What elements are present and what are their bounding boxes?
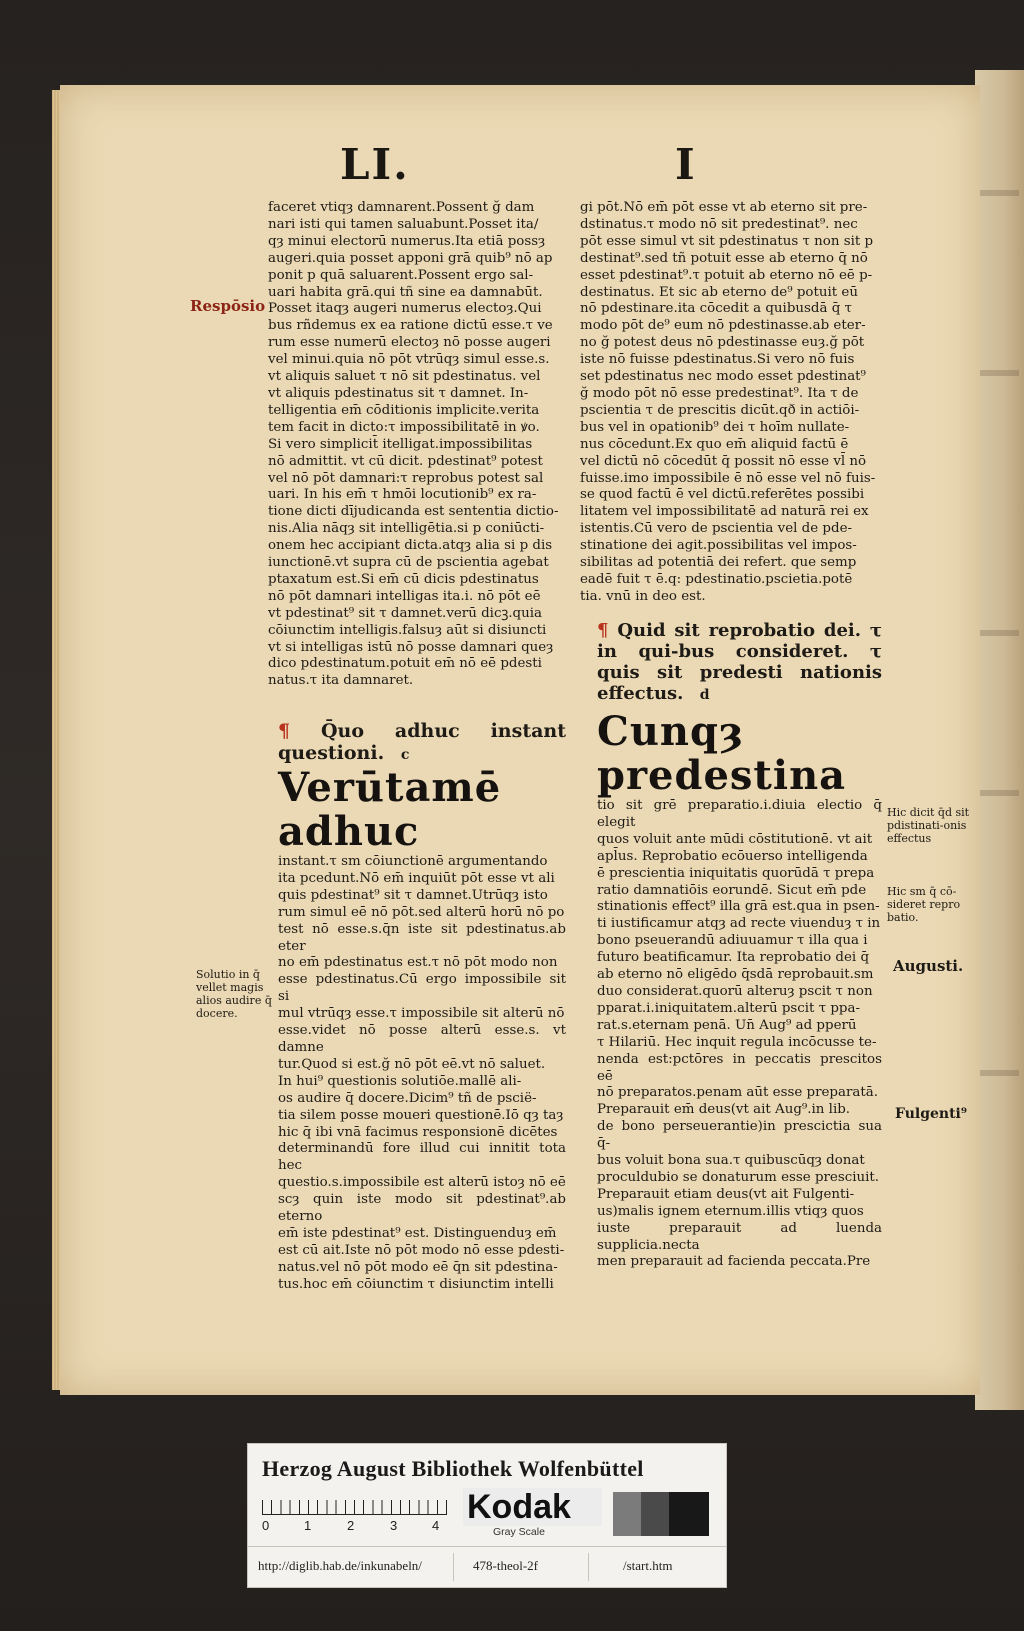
text-line: stinatione dei agit.possibilitas vel impos-: [580, 538, 857, 554]
text-line: pōt esse simul vt sit pdestinatus τ non sit p: [580, 233, 874, 249]
text-line: nus cōcedunt.Ex quo em̄ aliquid factū ē: [580, 436, 849, 452]
text-line: ita pcedunt.Nō em̄ inquiūt pōt esse vt ali: [278, 870, 555, 886]
margin-note-augustini: Augusti.: [893, 957, 964, 975]
gray-scale-label: Gray Scale: [493, 1526, 545, 1538]
text-line: destinat⁹.sed tñ potuit esse ab eterno q̄ nō: [580, 250, 868, 266]
folio-header-right: I: [675, 140, 695, 189]
text-line: em̄ iste pdestinat⁹ est. Distinguenduȝ em̄: [278, 1225, 557, 1241]
rubric-right: ¶ Quid sit reprobatio dei. τ in qui-bus consideret. τ quis sit predesti nationis effectus. d: [597, 620, 882, 704]
text-line: proculdubio se donaturum esse presciuit.: [597, 1169, 880, 1185]
right-lower-text: [597, 798, 882, 1271]
text-line: men preparauit ad facienda peccata.Pre: [597, 1254, 871, 1270]
text-line: iste nō fuisse pdestinatus.Si vero nō fuis: [580, 352, 855, 368]
right-column-lower: [597, 620, 882, 1271]
text-line: Preparauit em̄ deus(vt ait Aug⁹.in lib.: [597, 1102, 851, 1118]
text-line: dstinatus.τ modo nō sit predestinat⁹. nec: [580, 216, 858, 232]
text-line: ratio damnatiōis eorundē. Sicut em̄ pde: [597, 882, 867, 898]
text-line: vt aliquis pdestinatus sit τ damnet. In-: [268, 385, 529, 401]
text-line: esse pdestinatus.Cū ergo impossibile sit si: [278, 972, 566, 1005]
gray-swatch: [613, 1492, 641, 1536]
text-line: faceret vtiqȝ damnarent.Possent ğ dam: [268, 200, 535, 215]
big-initial-right: Cunqȝ predestina: [597, 708, 847, 799]
card-footer: [248, 1546, 726, 1587]
text-line: qȝ minui electorū numerus.Ita etiā possȝ: [268, 233, 546, 249]
text-line: onem hec accipiant dicta.atqȝ alia si p dis: [268, 538, 553, 554]
text-line: tus.hoc em̄ cōiunctim τ disiunctim intelli: [278, 1276, 554, 1292]
text-line: ti iustificamur atqȝ ad recte viuenduȝ τ in: [597, 916, 881, 932]
text-line: uari habita grā.qui tñ sine ea damnabūt.: [268, 284, 543, 300]
text-line: vt aliquis saluet τ nō sit pdestinatus. vel: [268, 369, 541, 385]
text-line: se quod factū ē vel dictū.referētes possibi: [580, 487, 865, 503]
text-line: iuste preparauit ad luenda supplicia.necta: [597, 1220, 882, 1253]
text-line: tio sit grē preparatio.i.diuia electio q̄ elegit: [597, 798, 882, 830]
text-line: ponit p quā saluarent.Possent ergo sal-: [268, 267, 534, 283]
text-line: apl̄us. Reprobatio ecōuerso intelligenda: [597, 848, 868, 864]
text-line: instant.τ sm cōiunctionē argumentando: [278, 854, 548, 869]
text-line: In hui⁹ questionis solutiōe.mallē ali-: [278, 1073, 522, 1089]
text-line: esset pdestinat⁹.τ potuit ab eterno nō eē p-: [580, 267, 873, 283]
text-line: set pdestinatus nec modo esset pdestinat⁹: [580, 369, 866, 385]
folio-header: LI.: [340, 140, 410, 189]
text-line: bus vel in opationib⁹ dei τ hoīm nullate-: [580, 419, 850, 435]
text-line: esse.videt nō posse alterū esse.s. vt damne: [278, 1023, 566, 1055]
text-line: tia silem posse moueri questionē.Iō qȝ taȝ: [278, 1107, 564, 1123]
right-column-upper: [580, 200, 880, 606]
text-line: τ Hilariū. Hec inquit regula incōcusse te-: [597, 1034, 877, 1050]
ruler-number: 3: [390, 1518, 398, 1533]
ruler-scale: [262, 1492, 447, 1515]
text-line: Preparauit etiam deus(vt ait Fulgenti-: [597, 1186, 855, 1202]
text-line: nō pōt damnari intelligas ita.i. nō pōt eē: [268, 588, 541, 604]
ruler-numbers: [262, 1518, 452, 1534]
text-line: natus.τ ita damnaret.: [268, 673, 414, 689]
gray-swatch: [669, 1492, 709, 1536]
text-line: tem facit in dicto:τ impossibilitatē in ꝟo.: [268, 419, 540, 435]
text-line: eadē fuit τ ē.q: pdestinatio.pscietia.potē: [580, 571, 853, 587]
text-line: determinandū fore illud cui innitit tota hec: [278, 1141, 566, 1174]
text-line: istentis.Cū vero de pscientia vel de pde-: [580, 521, 853, 537]
text-line: pscientia τ de prescitis dicūt.qð in actiōi-: [580, 402, 860, 418]
text-line: Posset itaqȝ augeri numerus electoȝ.Qui: [268, 301, 542, 317]
text-line: ab eterno nō eligēdo q̄sdā reprobauit.sm: [597, 967, 874, 983]
text-line: vt pdestinat⁹ sit τ damnet.verū dicꝫ.quia: [268, 605, 543, 621]
text-line: est cū ait.Iste nō pōt modo nō esse pdesti-: [278, 1242, 565, 1258]
text-line: bus voluit bona sua.τ quibuscūqȝ donat: [597, 1153, 865, 1169]
text-line: vt si intelligas istū nō posse damnari queȝ: [268, 639, 554, 655]
text-line: modo pōt de⁹ eum nō pdestinasse.ab eter-: [580, 318, 866, 334]
rubric-left: ¶ Q̄uo adhuc instant questioni. c: [278, 720, 566, 764]
text-line: rum esse numerū electoȝ nō posse augeri: [268, 335, 551, 351]
text-line: vel nō pōt damnari:τ reprobus potest sal: [268, 470, 544, 486]
text-line: nō preparatos.penam aūt esse preparatā.: [597, 1085, 878, 1101]
text-line: ē prescientia iniquitatis quorūdā τ prepa: [597, 865, 875, 881]
text-line: tur.Quod si est.ğ nō pōt eē.vt nō saluet.: [278, 1056, 546, 1072]
card-start: /start.htm: [623, 1558, 673, 1573]
text-line: tione dicti dījudicanda est sententia dictio-: [268, 504, 559, 520]
text-line: bus rñdemus ex ea ratione dictū esse.τ ve: [268, 318, 553, 334]
library-title: Herzog August Bibliothek Wolfenbüttel: [262, 1456, 644, 1481]
left-column-lower: [278, 720, 566, 1294]
text-line: nenda est:pctōres in peccatis prescitos eē: [597, 1051, 882, 1084]
margin-note-hic-sm: Hic sm q̄ cō-sideret repro batio.: [887, 885, 961, 924]
text-line: augeri.quia posset apponi grā quib⁹ nō ap: [268, 250, 553, 266]
text-line: hic q̄ ibi vnā facimus responsionē dicētes: [278, 1124, 558, 1140]
text-line: os audire q̄ docere.Dicim⁹ tñ de pscië-: [278, 1090, 537, 1106]
margin-note-responsio: Respōsio: [190, 297, 266, 315]
text-line: no ğ potest deus nō pdestinasse euȝ.ğ pōt: [580, 335, 865, 351]
text-line: bono pseuerandū adiuuamur τ illa qua i: [597, 933, 868, 949]
kodak-logo: Kodak: [463, 1488, 602, 1526]
text-line: ğ modo pōt nō esse predestinat⁹. Ita τ de: [580, 385, 859, 401]
text-line: futuro beatificamur. Ita reprobatio dei q̄: [597, 950, 870, 966]
text-line: telligentia em̄ cōditionis implicite.verita: [268, 402, 540, 418]
text-line: de bono perseuerantie)in prescictia sua q̄-: [597, 1119, 882, 1152]
pilcrow-icon: ¶: [278, 720, 291, 742]
text-line: destinatus. Et sic ab eterno de⁹ potuit eū: [580, 284, 858, 300]
text-line: no em̄ pdestinatus est.τ nō pōt modo non: [278, 955, 558, 971]
text-line: Si vero simplicit̄ itelligat.impossibilitas: [268, 436, 533, 452]
pilcrow-icon: ¶: [597, 620, 609, 641]
ruler-number: 0: [262, 1518, 270, 1533]
text-line: nō pdestinare.ita cōcedit a quibusdā q̄ τ: [580, 301, 852, 317]
text-line: duo considerat.quorū alteruȝ pscit τ non: [597, 983, 873, 999]
text-line: us)malis ignem eternum.illis vtiqȝ quos: [597, 1203, 864, 1219]
text-line: rat.s.eternam penā. Un̄ Aug⁹ ad pperū: [597, 1017, 857, 1033]
text-line: natus.vel nō pōt modo eē q̄n sit pdestina-: [278, 1259, 558, 1275]
text-line: scȝ quin iste modo sit pdestinat⁹.ab eterno: [278, 1192, 566, 1225]
big-initial-left: Verūtamē adhuc: [278, 764, 502, 855]
left-column-upper: [268, 200, 568, 690]
text-line: fuisse.imo impossibile ē nō esse vel nō fuis-: [580, 470, 876, 486]
library-card: [247, 1443, 727, 1588]
text-line: nis.Alia nāqȝ sit intelligētia.si p coniūcti-: [268, 521, 545, 537]
text-line: ptaxatum est.Si em̄ cū dicis pdestinatus: [268, 571, 539, 587]
margin-note-solutio: Solutio in q̄ vellet magis alios audire q̄ docere.: [196, 968, 272, 1020]
text-line: sibilitas ad potentiā dei refert. que semp: [580, 555, 857, 571]
text-line: tia. vnū in deo est.: [580, 588, 706, 604]
card-url: http://diglib.hab.de/inkunabeln/: [258, 1558, 422, 1573]
left-lower-text: [278, 854, 566, 1294]
text-line: mul vtrūqȝ esse.τ impossibile sit alterū nō: [278, 1006, 565, 1022]
text-line: quos voluit ante mūdi cōstitutionē. vt ait: [597, 831, 873, 847]
margin-note-fulgentius: Fulgenti⁹: [895, 1106, 967, 1122]
text-line: nari isti qui tamen saluabunt.Posset ita/: [268, 216, 539, 232]
text-line: stinationis effect⁹ illa grā est.qua in psen-: [597, 899, 880, 915]
text-line: nō admittit. vt cū dicit. pdestinat⁹ potest: [268, 453, 543, 469]
card-shelfmark: 478-theol-2f: [473, 1558, 538, 1573]
text-line: test nō esse.s.q̄n iste sit pdestinatus.ab eter: [278, 921, 566, 954]
ruler-number: 1: [304, 1518, 312, 1533]
text-line: rum simul eē nō pōt.sed alterū horū nō po: [278, 904, 565, 920]
text-line: iunctionē.vt supra cū de pscientia agebat: [268, 555, 549, 571]
ruler-number: 2: [347, 1518, 355, 1533]
text-line: litatem vel impossibilitatē ad naturā rei ex: [580, 504, 869, 520]
ruler-number: 4: [432, 1518, 440, 1533]
text-line: dico pdestinatum.potuit em̄ nō eē pdesti: [268, 656, 542, 672]
gray-swatch: [641, 1492, 669, 1536]
text-line: gi pōt.Nō em̄ pōt esse vt ab eterno sit pre-: [580, 200, 868, 215]
facing-page-edge: [975, 70, 1024, 1410]
text-line: uari. In his em̄ τ hmōi locutionib⁹ ex ra-: [268, 487, 537, 503]
text-line: pparat.i.iniquitatem.alterū pscit τ ppa-: [597, 1000, 861, 1016]
text-line: cōiunctim intelligis.falsuȝ aūt si disiuncti: [268, 622, 547, 638]
margin-note-hic-dicit: Hic dicit q̄d sit pdistinati-onis effectus: [887, 806, 970, 845]
text-line: questio.s.impossibile est alterū istoȝ nō eē: [278, 1175, 566, 1191]
text-line: vel dictū nō cōcedūt q̄ possit nō esse vl̄ nō: [580, 453, 867, 469]
text-line: vel minui.quia nō pōt vtrūqȝ simul esse.s.: [268, 352, 550, 368]
text-line: quis pdestinat⁹ sit τ damnet.Utrūqȝ isto: [278, 887, 548, 903]
